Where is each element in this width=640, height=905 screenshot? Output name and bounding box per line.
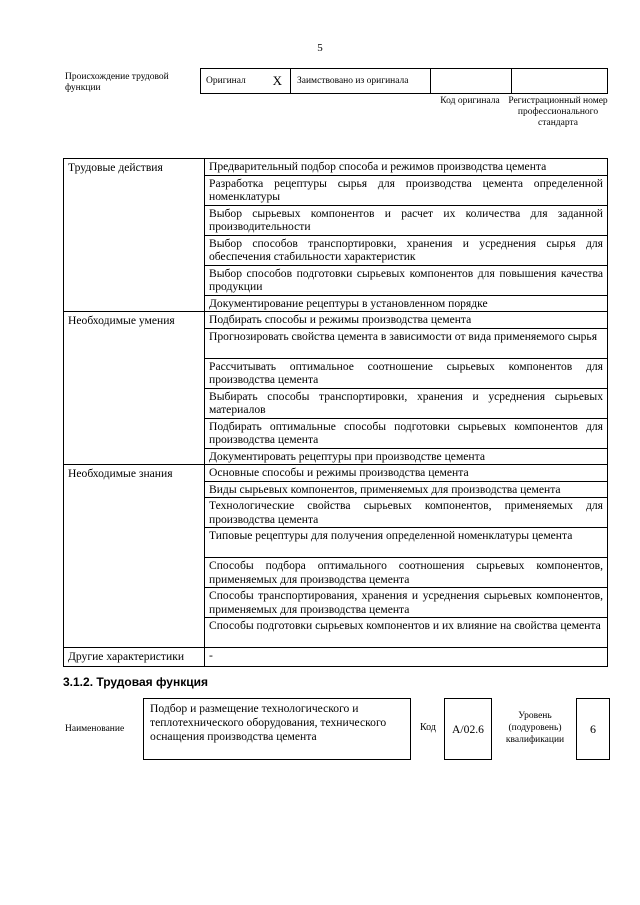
section-label-actions: Трудовые действия bbox=[64, 159, 205, 312]
table-row bbox=[64, 465, 608, 482]
table-row bbox=[64, 159, 608, 176]
table-cell: Виды сырьевых компонентов, применяемых для производства цемента bbox=[205, 481, 608, 498]
table-cell: Прогнозировать свойства цемента в зависимости от вида применяемого сырья bbox=[205, 328, 608, 358]
code-label: Код bbox=[420, 722, 436, 733]
table-cell: Способы подбора оптимального соотношения сырьевых компонентов, применяемых для производства цемента bbox=[205, 558, 608, 588]
table-cell: Предварительный подбор способа и режимов производства цемента bbox=[205, 159, 608, 176]
page-number: 5 bbox=[317, 42, 323, 54]
code-caption: Код оригинала bbox=[440, 96, 500, 106]
table-cell: Подбирать оптимальные способы подготовки сырьевых компонентов для производства цемента bbox=[205, 418, 608, 448]
section-label-knowledge: Необходимые знания bbox=[64, 465, 205, 648]
origin-original-cell bbox=[201, 69, 291, 93]
borrowed-label: Заимствовано из оригинала bbox=[297, 76, 409, 86]
section-label-skills: Необходимые умения bbox=[64, 312, 205, 465]
table-cell: Способы подготовки сырьевых компонентов и их влияние на свойства цемента bbox=[205, 618, 608, 648]
table-cell: - bbox=[205, 648, 608, 667]
reg-caption: Регистрационный номер профессионального стандарта bbox=[508, 96, 608, 128]
table-cell: Выбор способов транспортировки, хранения и усреднения сырья для обеспечения стабильности характеристик bbox=[205, 235, 608, 265]
table-cell: Типовые рецептуры для получения определенной номенклатуры цемента bbox=[205, 528, 608, 558]
table-cell: Способы транспортирования, хранения и усреднения сырьевых компонентов, применяемых для производства цемента bbox=[205, 588, 608, 618]
level-label: Уровень (подуровень) квалификации bbox=[505, 711, 565, 745]
origin-box bbox=[200, 68, 608, 94]
name-label: Наименование bbox=[65, 724, 125, 734]
section-title: 3.1.2. Трудовая функция bbox=[63, 675, 208, 689]
origin-reg-cell bbox=[512, 69, 607, 93]
table-cell: Технологические свойства сырьевых компонентов, применяемых для производства цемента bbox=[205, 498, 608, 528]
function-name-box: Подбор и размещение технологического и теплотехнического оборудования, технического оснащения производства цемента bbox=[143, 698, 411, 760]
table-cell: Выбор способов подготовки сырьевых компонентов для повышения качества продукции bbox=[205, 265, 608, 295]
table-row bbox=[64, 312, 608, 329]
table-cell: Разработка рецептуры сырья для производства цемента определенной номенклатуры bbox=[205, 175, 608, 205]
table-cell: Рассчитывать оптимальное соотношение сырьевых компонентов для производства цемента bbox=[205, 358, 608, 388]
level-box: 6 bbox=[576, 698, 610, 760]
table-cell: Основные способы и режимы производства цемента bbox=[205, 465, 608, 482]
table-cell: Выбирать способы транспортировки, хранения и усреднения сырьевых материалов bbox=[205, 388, 608, 418]
origin-borrowed-cell bbox=[291, 69, 431, 93]
table-row bbox=[64, 648, 608, 667]
function-details-table bbox=[63, 158, 608, 667]
table-cell: Подбирать способы и режимы производства цемента bbox=[205, 312, 608, 329]
table-cell: Документировать рецептуры при производстве цемента bbox=[205, 448, 608, 465]
original-label: Оригинал bbox=[206, 76, 246, 86]
table-cell: Документирование рецептуры в установленном порядке bbox=[205, 295, 608, 312]
section-label-other: Другие характеристики bbox=[64, 648, 205, 667]
original-mark: X bbox=[272, 73, 282, 88]
table-cell: Выбор сырьевых компонентов и расчет их количества для заданной производительности bbox=[205, 205, 608, 235]
origin-label: Происхождение трудовой функции bbox=[65, 72, 169, 93]
function-code-box: A/02.6 bbox=[444, 698, 492, 760]
origin-code-cell bbox=[431, 69, 512, 93]
